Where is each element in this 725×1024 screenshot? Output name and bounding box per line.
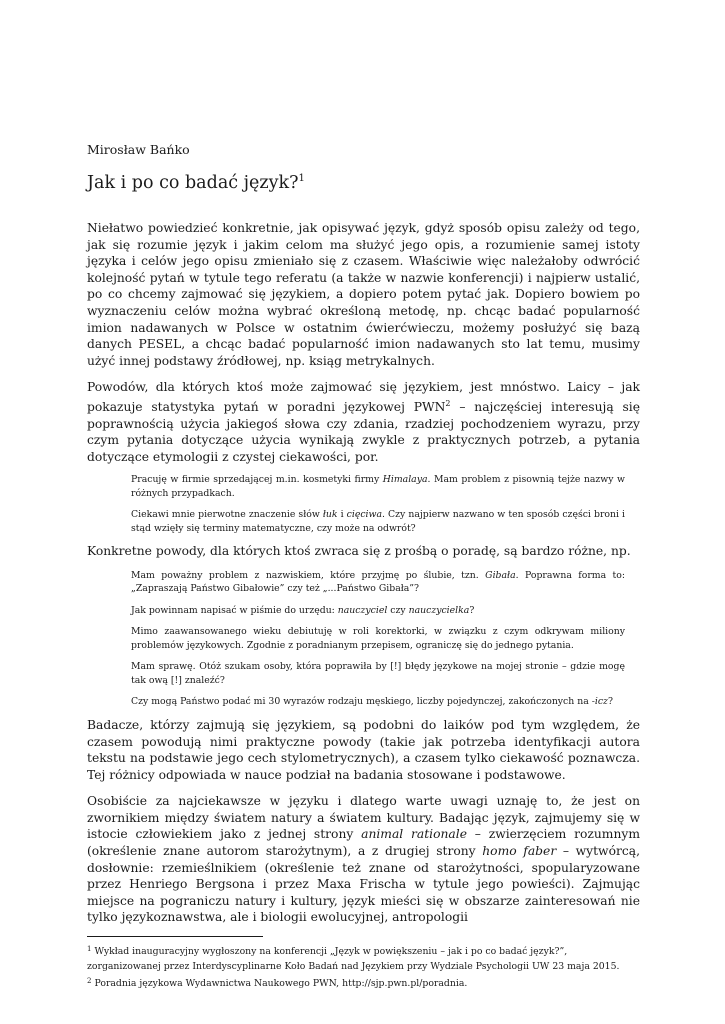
footnote-text: Poradnia językowa Wydawnictwa Naukowego PWN, http://sjp.pwn.pl/poradnia. <box>94 978 468 990</box>
paragraph-5-text: – wytwórcą, dosłownie: rzemieślnikiem (określenie też znane od starożytności, spopularyzowane przez Henriego Bergsona i przez Maxa Frischa w tytule jego powieści). Zajmując miejsce na pograniczu natury i kultury, język mieści się w obszarze zainteresowań nie tylko językoznawstwa, ale i biologii ewolucyjnej, antropologii <box>87 844 640 925</box>
quote-text: czy <box>387 604 409 616</box>
paragraph-5 <box>87 793 640 926</box>
quote-emphasis: cięciwa <box>346 509 383 521</box>
quote-item: Mimo zaawansowanego wieku debiutuję w roli korektorki, w związku z czym odkrywam miliony problemów językowych. Zgodnie z poradnianym przepisem, ograniczę się do jednego pytania. <box>131 626 625 651</box>
paragraph-4: Badacze, którzy zajmują się językiem, są podobni do laików pod tym względem, że czasem powodują nimi praktyczne powody (takie jak potrzeba identyfikacji autora tekstu na podstawie jego cech stylometrycznych), a czasem tylko ciekawość poznawcza. Tej różnicy odpowiada w nauce podział na badania stosowane i podstawowe. <box>87 717 640 782</box>
quote-item <box>131 508 625 535</box>
quote-text: Mam poważny problem z nazwiskiem, które przyjmę po ślubie, tzn. <box>131 569 486 581</box>
quote-item <box>131 473 625 500</box>
quote-block-2 <box>131 569 625 709</box>
paragraph-1: Niełatwo powiedzieć konkretnie, jak opisywać język, gdyż sposób opisu zależy od tego, jak się rozumie język i jakim celom ma służyć jego opis, a rozumienie samej istoty języka i celów jego opisu zmieniało się z czasem. Właściwie więc należałoby odwrócić kolejność pytań w tytule tego referatu (a także w nazwie konferencji) i najpierw ustalić, po co chcemy zajmować się językiem, a dopiero potem pytać jak. Dopiero bowiem po wyznaczeniu celów można wybrać określoną metodę, np. chcąc badać popularność imion nadawanych w Polsce w ostatnim ćwierćwieczu, możemy posłużyć się bazą danych PESEL, a chcąc badać popularność imion nadawanych sto lat temu, musimy użyć innej podstawy źródłowej, np. ksiąg metrykalnych. <box>87 221 640 368</box>
quote-text: ? <box>607 696 613 708</box>
paragraph-2 <box>87 379 640 465</box>
paragraph-2-text-b: – najczęściej interesują się poprawnością użycia jakiegoś słowa czy zdania, rzadziej pochodzeniem wyrazu, przy czym pytania dotyczące użycia wynikają zwykle z praktycznych potrzeb, a pytania dotyczące etymologii z czystej ciekawości, por. <box>87 399 640 464</box>
paragraph-5-text: Osobiście za najciekawsze w języku i dlatego warte uwagi uznaję to, że jest on zwornikiem między światem natury a światem kultury. Badając język, zajmujemy się w istocie człowiekiem jako z jednej strony <box>87 794 640 842</box>
quote-text: . Poprawna forma to: „Zapraszają Państwo Gibałowie” czy też „...Państwo Gibała”? <box>131 569 625 595</box>
quote-emphasis: Gibała <box>485 569 516 581</box>
quote-text: i <box>337 509 347 521</box>
quote-text: ? <box>469 604 475 616</box>
quote-block-1 <box>131 473 625 535</box>
footnote-number: 2 <box>87 977 92 986</box>
footnote-text: Wykład inauguracyjny wygłoszony na konferencji „Język w powiększeniu – jak i po co badać język?”, <box>94 946 568 958</box>
quote-emphasis: nauczycielka <box>408 604 470 616</box>
author-name: Mirosław Bańko <box>87 142 190 157</box>
quote-text: . Mam problem z pisownią tejże nazwy w różnych przypadkach. <box>131 474 625 499</box>
quote-emphasis: Himalaya <box>382 474 428 486</box>
quote-text: Jak powinnam napisać w piśmie do urzędu: <box>131 604 338 616</box>
quote-emphasis: łuk <box>322 509 338 521</box>
footnote-marker-2[interactable]: 2 <box>445 398 451 408</box>
paragraph-5-emphasis: animal rationale <box>361 827 467 842</box>
title-footnote-marker[interactable]: 1 <box>298 173 305 184</box>
paragraph-5-text: – zwierzęciem rozumnym (określenie znane autorom starożytnym), a z drugiej strony <box>87 827 640 859</box>
paragraph-2-text-a: Powodów, dla których ktoś może zajmować się językiem, jest mnóstwo. Laicy – jak pokazuje statystyka pytań w poradni językowej PWN <box>87 380 640 414</box>
paragraph-3: Konkretne powody, dla których ktoś zwraca się z prośbą o poradę, są bardzo różne, np. <box>87 544 631 559</box>
paragraph-5-emphasis: homo faber <box>482 844 557 859</box>
quote-emphasis: nauczyciel <box>337 604 388 616</box>
quote-text: Pracuję w firmie sprzedającej m.in. kosmetyki firmy <box>131 474 383 486</box>
quote-item: Mam sprawę. Otóż szukam osoby, która poprawiła by [!] błędy językowe na mojej stronie – gdzie mogę tak ową [!] znaleźć? <box>131 661 625 686</box>
quote-item <box>131 695 625 709</box>
footnote-number: 1 <box>87 945 92 954</box>
document-title <box>87 168 640 194</box>
quote-item <box>131 604 625 618</box>
quote-item <box>131 569 625 596</box>
quote-text: . Czy najpierw nazwano w ten sposób części broni i stąd wzięły się terminy matematyczne, czy może na odwrót? <box>131 509 625 534</box>
footnote-1 <box>87 943 640 959</box>
footnote-2 <box>87 975 640 991</box>
quote-text: Ciekawi mnie pierwotne znaczenie słów <box>131 509 323 521</box>
footnote-1-continued: zorganizowanej przez Interdyscyplinarne Koło Badań nad Językiem przy Wydziale Psychologii UW 23 maja 2015. <box>87 960 620 972</box>
quote-text: Czy mogą Państwo podać mi 30 wyrazów rodzaju męskiego, liczby pojedynczej, zakończonych na <box>131 696 592 708</box>
footnote-divider <box>87 936 263 937</box>
document-body <box>87 142 640 993</box>
quote-emphasis: -icz <box>591 696 608 708</box>
title-text: Jak i po co badać język? <box>87 173 299 193</box>
